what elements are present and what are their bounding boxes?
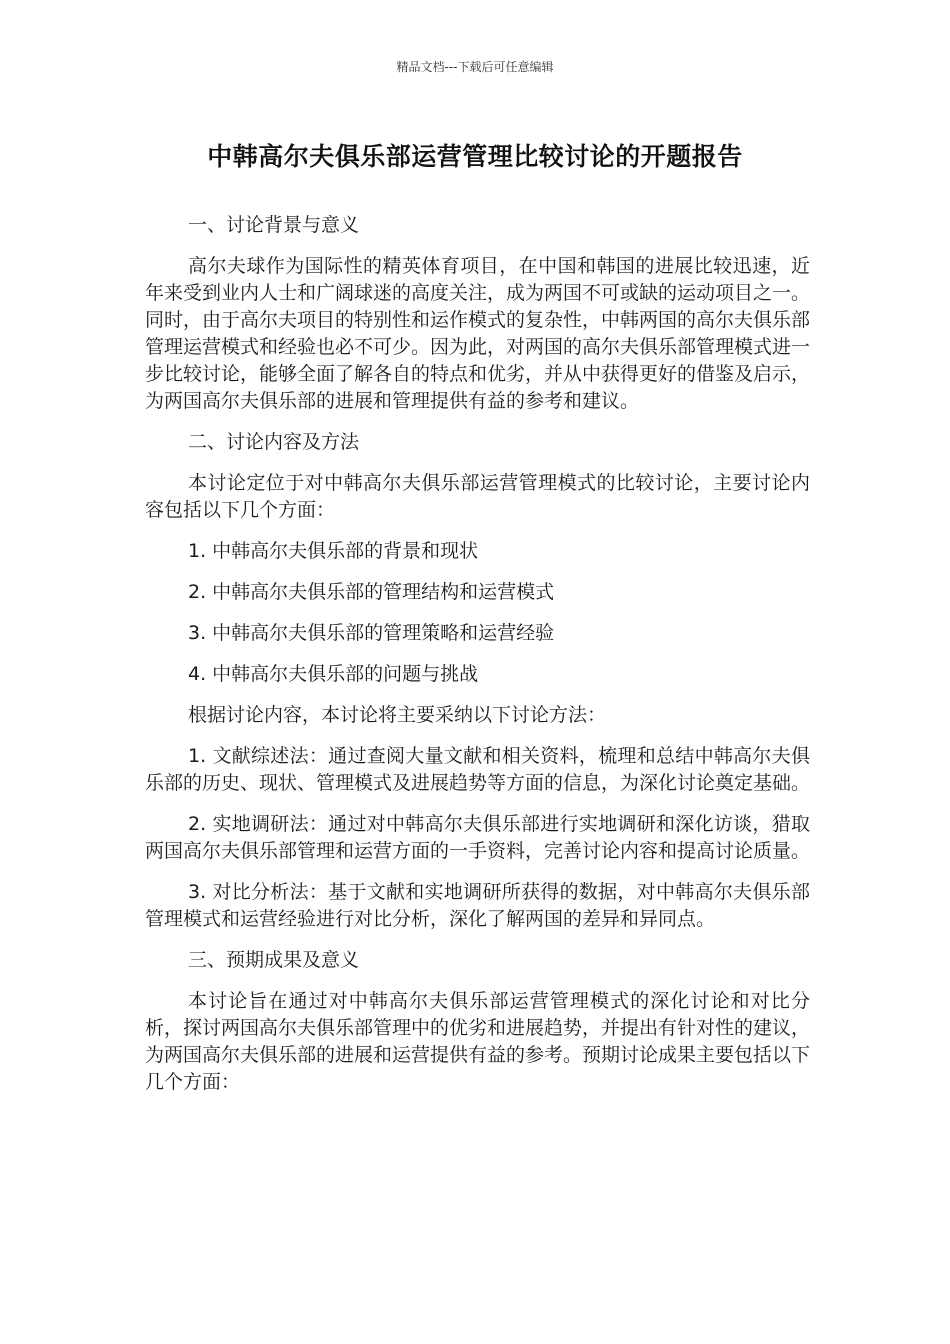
document-body (145, 212, 810, 1110)
section-heading-outcomes: 三、预期成果及意义 (188, 949, 360, 971)
list-item-content-4: 4. 中韩高尔夫俱乐部的问题与挑战 (188, 663, 479, 685)
paragraph-content-intro: 本讨论定位于对中韩高尔夫俱乐部运营管理模式的比较讨论，主要讨论内容包括以下几个方面： (145, 472, 810, 521)
document-title: 中韩高尔夫俱乐部运营管理比较讨论的开题报告 (207, 142, 743, 171)
paragraph-outcomes: 本讨论旨在通过对中韩高尔夫俱乐部运营管理模式的深化讨论和对比分析，探讨两国高尔夫俱乐部管理中的优劣和进展趋势，并提出有针对性的建议，为两国高尔夫俱乐部的进展和运营提供有益的参考。预期讨论成果主要包括以下几个方面： (145, 990, 811, 1093)
header-note: 精品文档---下载后可任意编辑 (396, 60, 554, 74)
section-heading-content-method: 二、讨论内容及方法 (188, 431, 360, 453)
list-item-method-2: 2. 实地调研法：通过对中韩高尔夫俱乐部进行实地调研和深化访谈，猎取两国高尔夫俱乐部管理和运营方面的一手资料，完善讨论内容和提高讨论质量。 (145, 813, 811, 862)
paragraph-background: 高尔夫球作为国际性的精英体育项目，在中国和韩国的进展比较迅速，近年来受到业内人士和广阔球迷的高度关注，成为两国不可或缺的运动项目之一。同时，由于高尔夫项目的特别性和运作模式的复杂性，中韩两国的高尔夫俱乐部管理运营模式和经验也必不可少。因为此，对两国的高尔夫俱乐部管理模式进一步比较讨论，能够全面了解各自的特点和优劣，并从中获得更好的借鉴及启示，为两国高尔夫俱乐部的进展和管理提供有益的参考和建议。 (145, 255, 811, 412)
list-item-content-3: 3. 中韩高尔夫俱乐部的管理策略和运营经验 (188, 622, 555, 644)
list-item-method-3: 3. 对比分析法：基于文献和实地调研所获得的数据，对中韩高尔夫俱乐部管理模式和运营经验进行对比分析，深化了解两国的差异和异同点。 (145, 881, 810, 930)
list-item-method-1: 1. 文献综述法：通过查阅大量文献和相关资料，梳理和总结中韩高尔夫俱乐部的历史、现状、管理模式及进展趋势等方面的信息，为深化讨论奠定基础。 (145, 745, 811, 794)
section-heading-background: 一、讨论背景与意义 (188, 214, 360, 236)
list-item-content-1: 1. 中韩高尔夫俱乐部的背景和现状 (188, 540, 479, 562)
list-item-content-2: 2. 中韩高尔夫俱乐部的管理结构和运营模式 (188, 581, 555, 603)
paragraph-method-intro: 根据讨论内容，本讨论将主要采纳以下讨论方法： (188, 704, 607, 726)
